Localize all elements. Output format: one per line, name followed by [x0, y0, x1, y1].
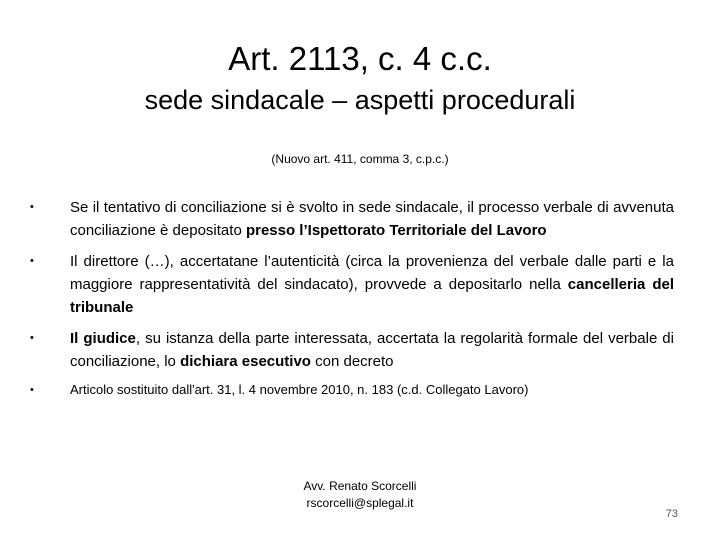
signature-block: [240, 478, 480, 512]
bullet-bold-text: dichiara esecutivo: [180, 353, 311, 370]
bullet-bold-text: cancelleria del tribunale: [70, 276, 674, 316]
bullet-item: [30, 196, 674, 242]
bullet-item: [30, 327, 674, 373]
bullet-dot-icon: •: [30, 201, 34, 213]
bullet-item: [30, 381, 674, 399]
bullet-dot-icon: •: [30, 384, 34, 396]
bullet-text: Se il tentativo di conciliazione si è svolto in sede sindacale, il processo verbale di avvenuta conciliazione è depositato: [70, 199, 674, 239]
bullet-text: , su istanza della parte interessata, accertata la regolarità formale del verbale di conciliazione, lo: [70, 330, 674, 370]
article-reference-note: (Nuovo art. 411, comma 3, c.p.c.): [271, 152, 449, 166]
bullet-text: Articolo sostituito dall'art. 31, l. 4 novembre 2010, n. 183 (c.d. Collegato Lavoro): [70, 382, 529, 397]
bullet-text: con decreto: [310, 353, 394, 370]
bullet-list: [30, 196, 674, 407]
bullet-bold-text: Il giudice: [70, 330, 136, 347]
bullet-dot-icon: •: [30, 332, 34, 344]
bullet-dot-icon: •: [30, 255, 34, 267]
bullet-item: [30, 250, 674, 319]
slide-subtitle: sede sindacale – aspetti procedurali: [144, 85, 576, 115]
signature-email: rscorcelli@splegal.it: [306, 496, 414, 510]
signature-name: Avv. Renato Scorcelli: [303, 479, 417, 493]
bullet-bold-text: presso l’Ispettorato Territoriale del Lavoro: [245, 222, 547, 239]
page-number: 73: [665, 508, 678, 520]
bullet-text: Il direttore (…), accertatane l’autenticità (circa la provenienza del verbale dalle parti e la maggiore rappresentatività del sindacato), provvede a depositarlo nella: [70, 253, 674, 293]
slide-title: Art. 2113, c. 4 c.c.: [228, 40, 492, 77]
